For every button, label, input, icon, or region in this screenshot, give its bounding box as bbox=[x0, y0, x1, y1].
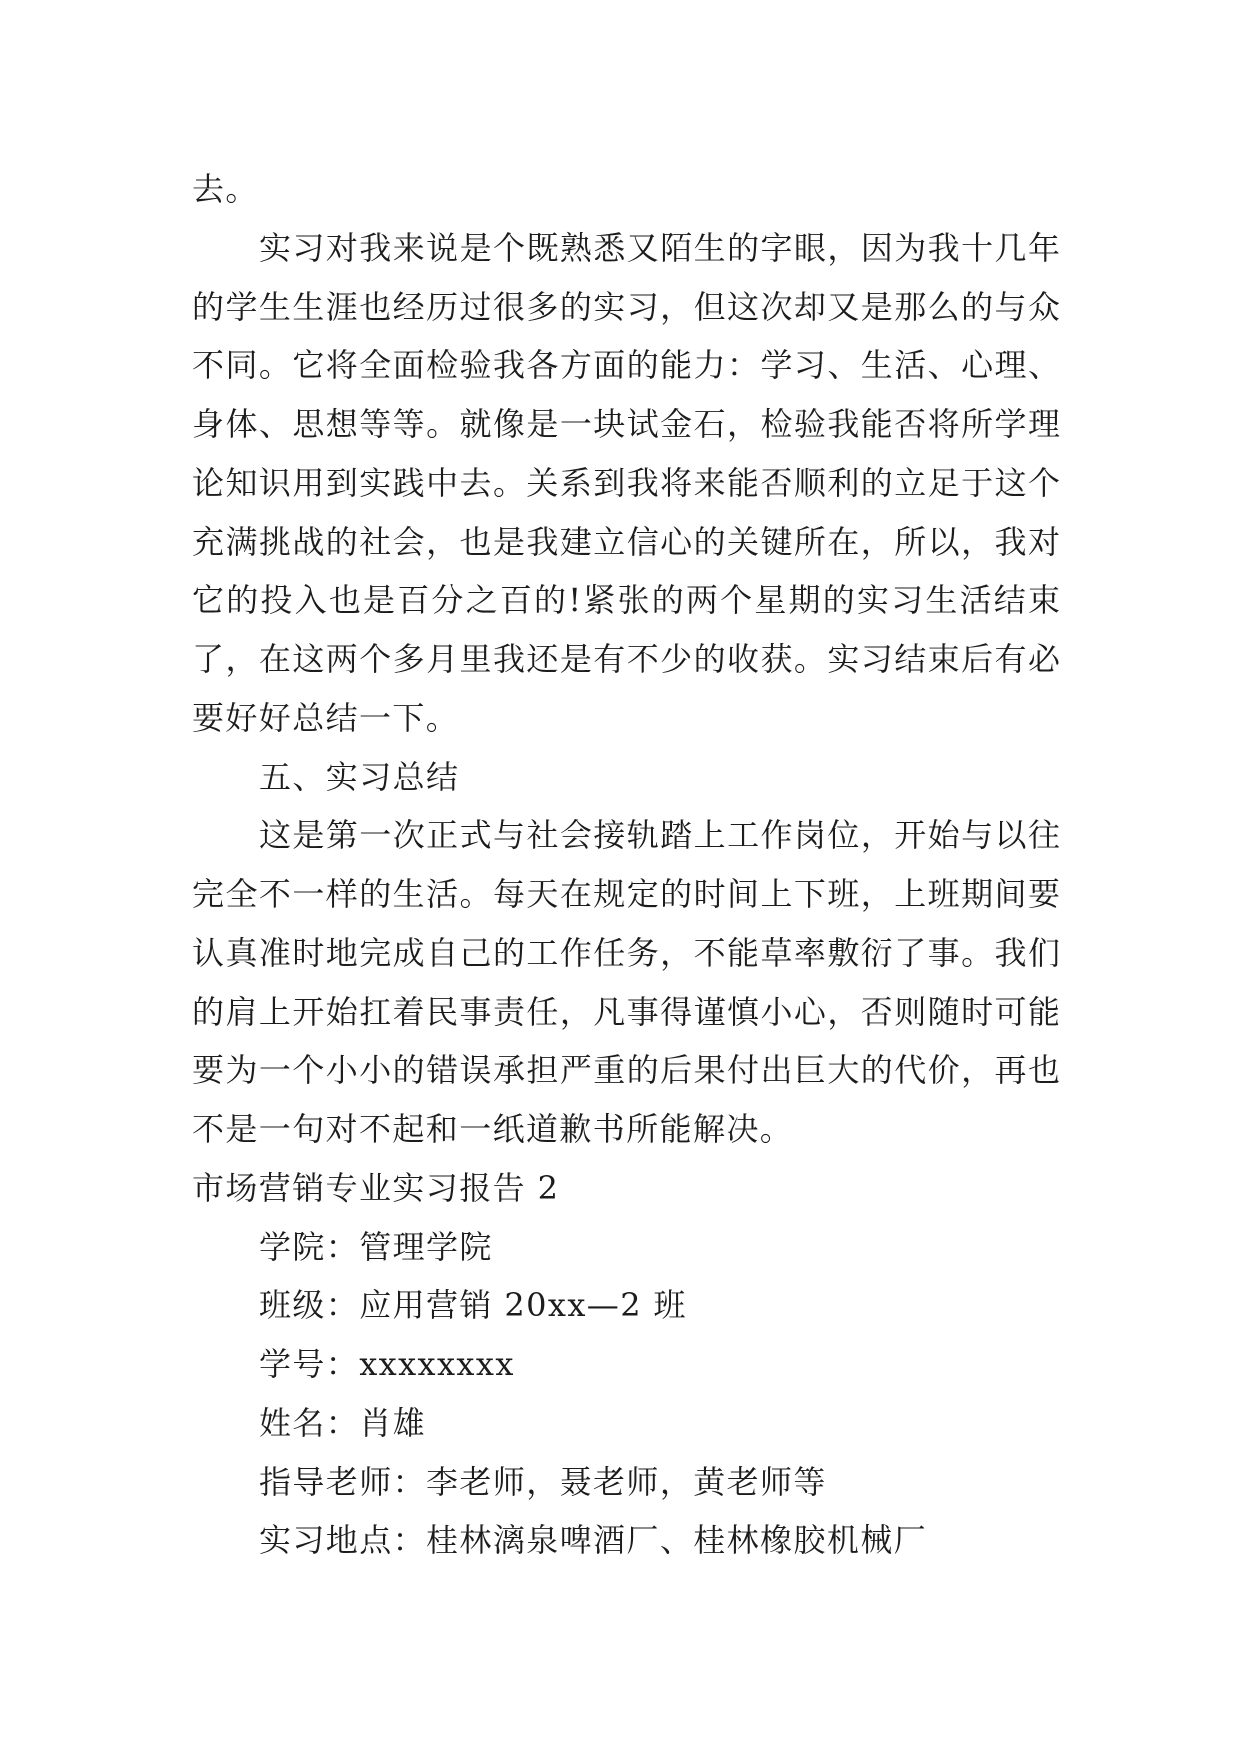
field-label: 班级： bbox=[259, 1286, 360, 1325]
paragraph-line: 要为一个小小的错误承担严重的后果付出巨大的代价，再也 bbox=[192, 1051, 1060, 1090]
paragraph-line: 它的投入也是百分之百的!紧张的两个星期的实习生活结束 bbox=[192, 581, 1060, 620]
paragraph-line: 这是第一次正式与社会接轨踏上工作岗位，开始与以往 bbox=[259, 816, 1060, 855]
paragraph-line: 身体、思想等等。就像是一块试金石，检验我能否将所学理 bbox=[192, 405, 1060, 443]
field-value: 李老师，聂老师，黄老师等 bbox=[426, 1462, 827, 1501]
info-fields bbox=[192, 1218, 1060, 1571]
paragraph-line: 不是一句对不起和一纸道歉书所能解决。 bbox=[192, 1110, 794, 1148]
report-title: 市场营销专业实习报告 2 bbox=[192, 1168, 560, 1207]
paragraph-line: 不同。它将全面检验我各方面的能力：学习、生活、心理、 bbox=[192, 346, 1060, 385]
paragraph-line: 论知识用到实践中去。关系到我将来能否顺利的立足于这个 bbox=[192, 463, 1060, 502]
field-label: 指导老师： bbox=[259, 1462, 427, 1501]
info-field-class bbox=[192, 1276, 1060, 1335]
field-value: 桂林漓泉啤酒厂、桂林橡胶机械厂 bbox=[426, 1521, 928, 1560]
field-label: 学院： bbox=[259, 1227, 360, 1266]
field-label: 学号： bbox=[259, 1345, 360, 1383]
paragraph-line: 实习对我来说是个既熟悉又陌生的字眼，因为我十几年 bbox=[259, 228, 1060, 267]
field-label: 姓名： bbox=[259, 1403, 360, 1442]
paragraph-line: 去。 bbox=[192, 170, 259, 208]
info-field-college bbox=[192, 1218, 1060, 1277]
info-field-location bbox=[192, 1511, 1060, 1570]
continuation-paragraph bbox=[192, 160, 1060, 219]
paragraph-line: 认真准时地完成自己的工作任务，不能草率敷衍了事。我们 bbox=[192, 933, 1060, 972]
paragraph bbox=[192, 806, 1060, 1159]
paragraph-line: 的学生生涯也经历过很多的实习，但这次却又是那么的与众 bbox=[192, 287, 1060, 326]
paragraph-line: 要好好总结一下。 bbox=[192, 698, 460, 737]
info-field-name bbox=[192, 1394, 1060, 1453]
field-value: xxxxxxxx bbox=[359, 1345, 515, 1383]
paragraph-line: 的肩上开始扛着民事责任，凡事得谨慎小心，否则随时可能 bbox=[192, 992, 1060, 1031]
paragraph bbox=[192, 219, 1060, 748]
document-body bbox=[192, 160, 1060, 1570]
info-field-advisors bbox=[192, 1453, 1060, 1512]
section-heading: 五、实习总结 bbox=[259, 757, 460, 796]
field-value: 管理学院 bbox=[359, 1227, 493, 1266]
paragraph-line: 了，在这两个多月里我还是有不少的收获。实习结束后有必 bbox=[192, 640, 1060, 678]
info-field-student-id bbox=[192, 1335, 1060, 1394]
paragraph-line: 完全不一样的生活。每天在规定的时间上下班，上班期间要 bbox=[192, 875, 1060, 913]
field-value: 肖雄 bbox=[359, 1403, 427, 1442]
field-value: 应用营销 20xx—2 班 bbox=[359, 1286, 687, 1325]
field-label: 实习地点： bbox=[259, 1521, 427, 1560]
paragraph-line: 充满挑战的社会，也是我建立信心的关键所在，所以，我对 bbox=[192, 522, 1060, 561]
